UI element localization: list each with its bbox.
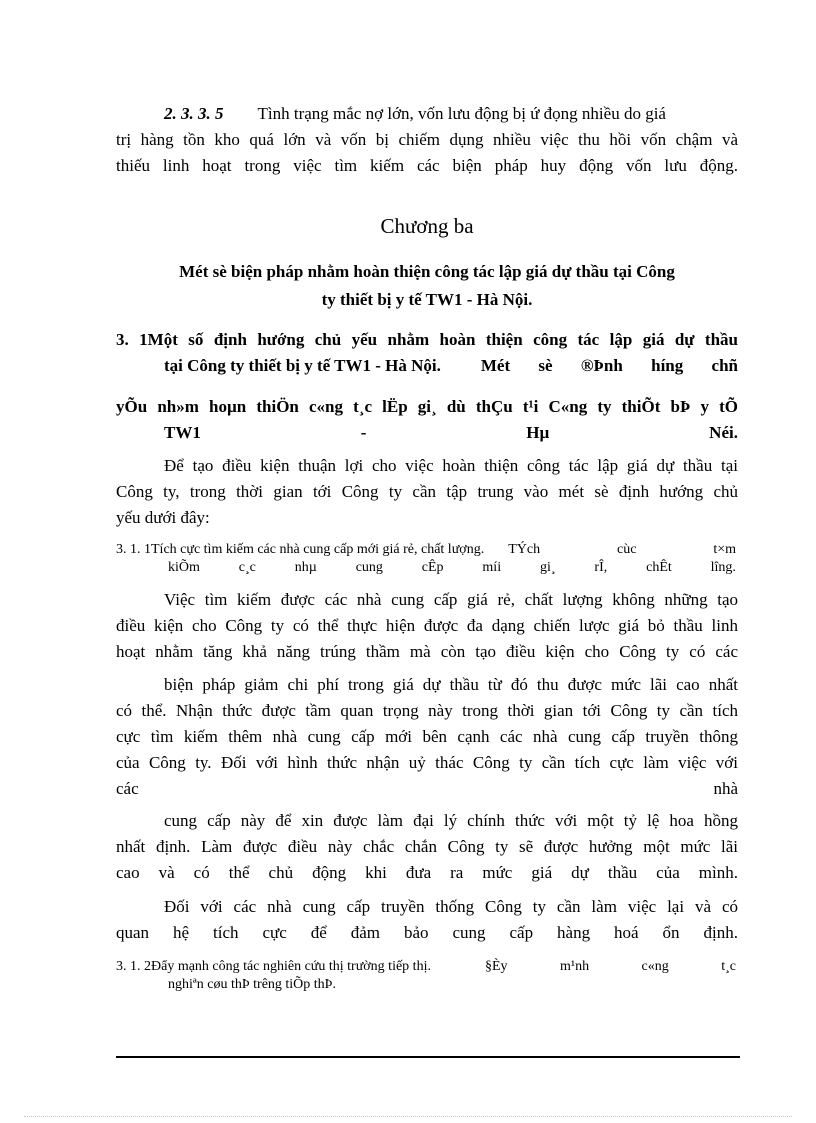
chapter-heading-line1: Mét sè biện pháp nhằm hoàn thiện công tác lập giá dự thầu tại Công (179, 262, 675, 281)
paragraph-a-line2: điều kiện cho Công ty có thể thực hiện được đa dạng chiến lược giá bỏ thầu linh (116, 616, 738, 635)
paragraph-c (116, 808, 738, 886)
section-311-word: rÎ, (594, 560, 608, 575)
section-311-line1-b: TÝch cùc t×m (508, 542, 736, 557)
page-bottom-dotted-edge (24, 1116, 792, 1117)
section-312-line1 (116, 958, 736, 976)
intro-paragraph (116, 453, 738, 531)
section-311-word: kiÕm (168, 560, 200, 575)
section-2335-line2: trị hàng tồn kho quá lớn và vốn bị chiếm dụng nhiều việc thu hồi vốn chậm và (116, 130, 738, 149)
section-311-word: c¸c (238, 560, 256, 575)
paragraph-c-line2: nhất định. Làm được điều này chắc chắn Công ty sẽ được hưởng một mức lãi (116, 837, 738, 856)
chapter-heading (116, 258, 738, 314)
paragraph-b-line1: biện pháp giảm chi phí trong giá dự thầu từ đó thu được mức lãi cao nhất (164, 675, 738, 694)
paragraph-b-line5 (116, 776, 738, 802)
intro-line1: Để tạo điều kiện thuận lợi cho việc hoàn thiện công tác lập giá dự thầu tại (164, 456, 738, 475)
section-2335-paragraph (116, 101, 738, 179)
section-312-line2: nghiªn cøu thÞ trêng tiÕp thÞ. (168, 977, 336, 992)
section-31-line2-a: tại Công ty thiết bị y tế TW1 - Hà Nội. (164, 356, 441, 375)
section-312-line1-a: 3. 1. 2Đẩy mạnh công tác nghiên cứu thị trường tiếp thị. (116, 959, 431, 974)
section-31-line2-b: Mét sè ®Þnh híng chñ (480, 356, 738, 375)
section-311-word: cung (355, 560, 383, 575)
section-2335-text: Tình trạng mắc nợ lớn, vốn lưu động bị ứ đọng nhiều do giá (257, 104, 666, 123)
paragraph-a (116, 587, 738, 665)
section-31-line3: yÕu nh»m hoµn thiÖn c«ng t¸c lËp gi¸ dù thÇu t¹i C«ng ty thiÕt bÞ y tÕ (116, 397, 738, 416)
intro-line2: Công ty, trong thời gian tới Công ty cần tập trung vào mét sè định hướng chủ (116, 482, 738, 501)
section-2335-number: 2. 3. 3. 5 (164, 104, 224, 123)
paragraph-b-line3: cực tìm kiếm thêm nhà cung cấp mới bên cạnh các nhà cung cấp truyền thông (116, 727, 738, 746)
paragraph-b (116, 672, 738, 802)
paragraph-b-line5-b: nhà (713, 779, 738, 798)
section-2335-line1 (116, 101, 738, 127)
section-311-word: lîng. (710, 560, 736, 575)
paragraph-d (116, 894, 738, 946)
paragraph-b-line4: của Công ty. Đối với hình thức nhận uỷ thác Công ty cần tích cực làm việc với (116, 753, 738, 772)
paragraph-d-line1: Đối với các nhà cung cấp truyền thống Công ty cần làm việc lại và có (164, 897, 738, 916)
intro-line3: yếu dưới đây: (116, 508, 210, 527)
section-31-heading (116, 327, 738, 379)
section-311-word: cÊp (421, 560, 444, 575)
paragraph-c-line1: cung cấp này để xin được làm đại lý chính thức với một tỷ lệ hoa hồng (164, 811, 738, 830)
section-31-line4-b: - (360, 423, 367, 442)
section-311-line2 (116, 559, 736, 577)
section-31-line4-a: TW1 (164, 423, 201, 442)
section-312-line1-b: §Èy m¹nh c«ng t¸c (484, 959, 736, 974)
section-31-line4-d: Néi. (709, 423, 738, 442)
section-31-line4 (116, 420, 738, 446)
section-31-heading-legacy (116, 394, 738, 446)
paragraph-a-line1: Việc tìm kiếm được các nhà cung cấp giá rẻ, chất lượng không những tạo (164, 590, 738, 609)
section-311-line1-a: 3. 1. 1Tích cực tìm kiếm các nhà cung cấp mới giá rẻ, chất lượng. (116, 542, 485, 557)
section-31-line1: 3. 1Một số định hướng chủ yếu nhằm hoàn thiện công tác lập giá dự thầu (116, 330, 738, 349)
section-2335-line3: thiếu linh hoạt trong việc tìm kiếm các biện pháp huy động vốn lưu động. (116, 156, 738, 175)
paragraph-b-line5-a: các (116, 779, 139, 798)
section-311-word: míi (482, 560, 502, 575)
section-311-heading (116, 541, 736, 577)
chapter-heading-line2: ty thiết bị y tế TW1 - Hà Nội. (321, 290, 533, 309)
section-312-heading (116, 958, 736, 994)
section-31-line2 (116, 353, 738, 379)
footer-rule (116, 1056, 740, 1058)
paragraph-a-line3: hoạt nhằm tăng khả năng trúng thầm mà còn tạo điều kiện cho Công ty có các (116, 642, 738, 661)
paragraph-b-line2: có thể. Nhận thức được tầm quan trọng này trong thời gian tới Công ty cần tích (116, 701, 738, 720)
chapter-title: Chương ba (380, 214, 474, 238)
section-311-line1 (116, 541, 736, 559)
paragraph-d-line2: quan hệ tích cực để đảm bảo cung cấp hàng hoá ổn định. (116, 923, 738, 942)
section-311-word: chÊt (646, 560, 672, 575)
section-311-word: nhµ (294, 560, 317, 575)
section-311-word: gi¸ (539, 560, 556, 575)
section-31-line4-c: Hµ (526, 423, 550, 442)
paragraph-c-line3: cao và có thể chủ động khi đưa ra mức giá dự thầu của mình. (116, 863, 738, 882)
